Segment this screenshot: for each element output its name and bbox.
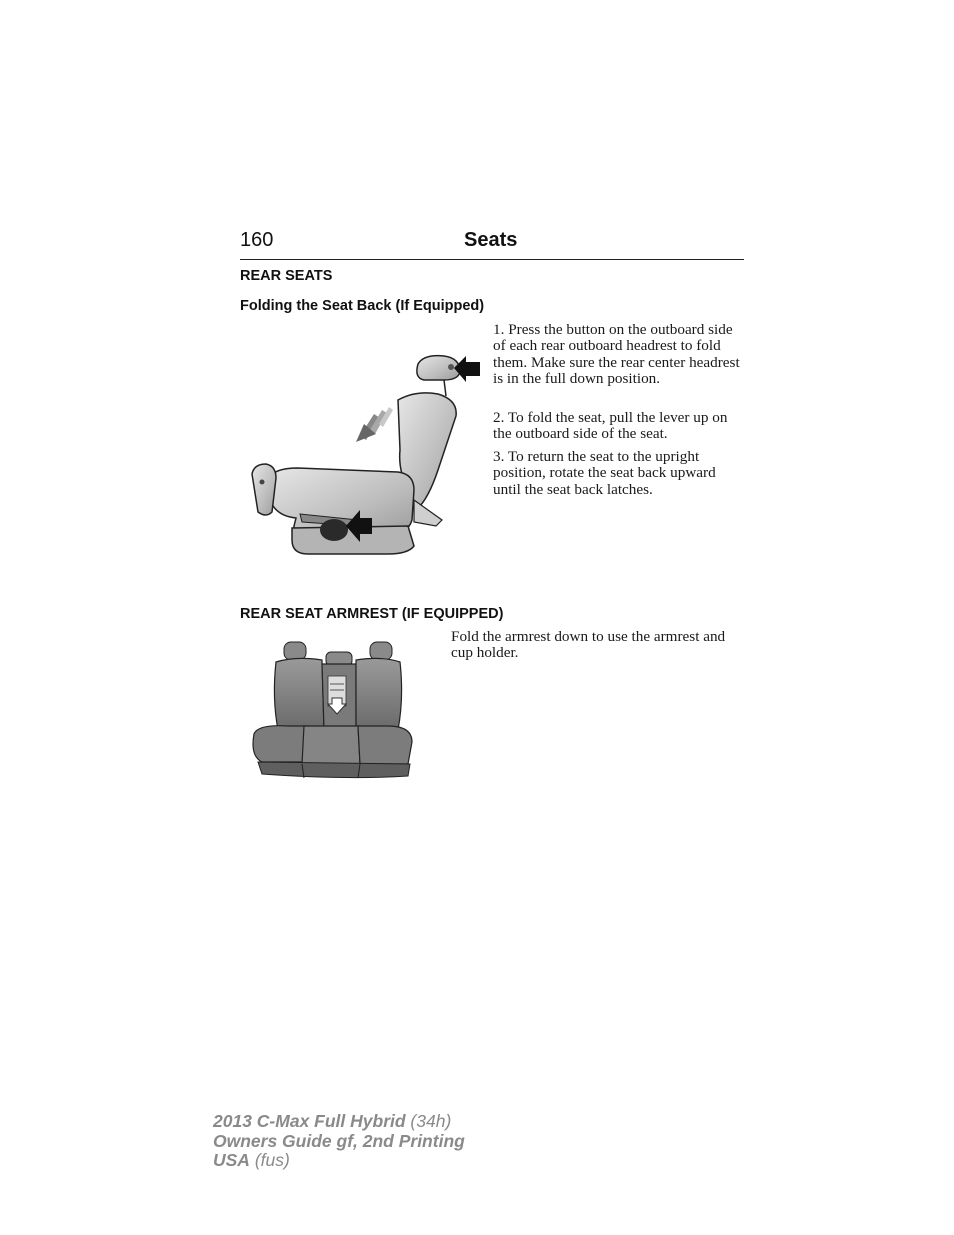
footer-market: USA <box>213 1150 250 1170</box>
armrest-text: Fold the armrest down to use the armrest and cup holder. <box>451 628 726 662</box>
page-title: Seats <box>464 229 518 251</box>
footer-model: 2013 C-Max Full Hybrid <box>213 1111 406 1131</box>
footer-guide: Owners Guide gf, 2nd Printing <box>213 1130 465 1151</box>
footer-line-3 <box>213 1151 465 1171</box>
section-heading-rear-seats: REAR SEATS <box>240 268 333 284</box>
step-1-text: 1. Press the button on the outboard side of each rear outboard headrest to fold them. Make sure the rear center headrest is in the full down position. <box>493 321 740 387</box>
footer-market-code: (fus) <box>249 1150 290 1170</box>
header-rule <box>240 259 744 260</box>
footer <box>213 1112 465 1171</box>
footer-model-code: (34h) <box>405 1111 452 1131</box>
footer-line-2 <box>213 1132 465 1152</box>
page-number: 160 <box>240 229 274 251</box>
footer-line-1 <box>213 1112 465 1132</box>
subheading-folding-seat-back: Folding the Seat Back (If Equipped) <box>240 298 485 314</box>
seat-fold-illustration <box>248 350 486 556</box>
fold-motion-icon <box>356 407 393 442</box>
section-heading-armrest: REAR SEAT ARMREST (IF EQUIPPED) <box>240 606 504 622</box>
step-3-text: 3. To return the seat to the upright position, rotate the seat back upward until the seat back latches. <box>493 448 716 498</box>
step-2-text: 2. To fold the seat, pull the lever up on the outboard side of the seat. <box>493 409 728 443</box>
arrow-icon <box>454 356 480 382</box>
rear-armrest-illustration <box>248 638 416 784</box>
